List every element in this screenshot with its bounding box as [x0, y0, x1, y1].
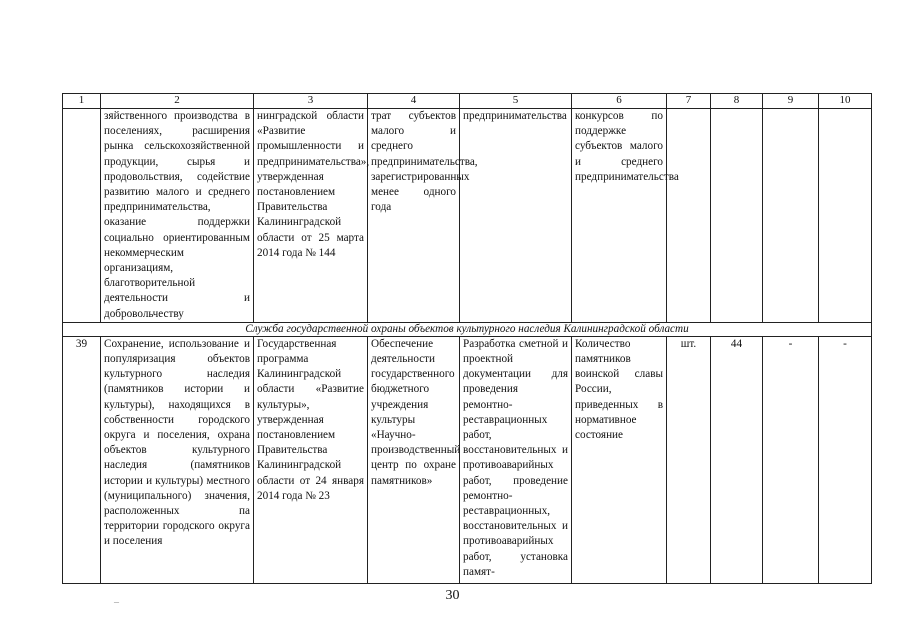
table-cell [667, 109, 711, 323]
value-cell: 44 [711, 336, 763, 583]
column-number-cell: 7 [667, 94, 711, 109]
section-header-row [63, 322, 872, 336]
program-table [62, 93, 872, 584]
authority-description-cell: зяйственного производства в поселениях, расширения рынка сельскохозяйственной продукции, сырья и продовольствия, содействие развитию малого и среднего предпринимательства, оказание поддержки социально ориентированным некоммерческим организациям, благотворительной деятельности и добровольчеству [101, 109, 254, 323]
unit-cell: шт. [667, 336, 711, 583]
table-cell [63, 109, 101, 323]
indicator-cell: Количество памятников воинской славы России, приведенных в нормативное состояние [572, 336, 667, 583]
table-cell [711, 109, 763, 323]
table-row [63, 336, 872, 583]
state-program-cell: Государственная программа Калининградской области «Развитие культуры», утвержденная постановлением Правительства Калининградской области от 24 января 2014 года № 23 [254, 336, 368, 583]
column-number-cell: 3 [254, 94, 368, 109]
column-number-cell: 10 [819, 94, 872, 109]
page-number: 30 [445, 588, 460, 603]
table-row [63, 109, 872, 323]
column-number-cell: 9 [763, 94, 819, 109]
column-number-row [63, 94, 872, 109]
column-number-cell: 1 [63, 94, 101, 109]
activity-cell: Обеспечение деятельности государственного бюджетного учреждения культуры «Научно-производственный центр по охране памятников» [368, 336, 460, 583]
column-number-cell: 2 [101, 94, 254, 109]
value-cell: - [819, 336, 872, 583]
state-program-cell: нинградской области «Развитие промышленности и предпринимательства», утвержденная постановлением Правительства Калининградской области от 25 марта 2014 года № 144 [254, 109, 368, 323]
value-cell: - [763, 336, 819, 583]
section-title: Служба государственной охраны объектов культурного наследия Калининградской области [63, 322, 872, 336]
column-number-cell: 8 [711, 94, 763, 109]
table-cell [819, 109, 872, 323]
column-number-cell: 4 [368, 94, 460, 109]
column-number-cell: 5 [460, 94, 572, 109]
table-cell [763, 109, 819, 323]
footer-mark: – [114, 597, 119, 608]
indicator-cell: конкурсов по поддержке субъектов малого и среднего предпринимательства [572, 109, 667, 323]
authority-description-cell: Сохранение, использование и популяризация объектов культурного наследия (памятников истории и культуры), находящихся в собственности городского округа и поселения, охрана объектов культурного наследия (памятников истории и культуры) местного (муниципального) значения, расположенных па территории городского округа и поселения [101, 336, 254, 583]
column-number-cell: 6 [572, 94, 667, 109]
activity-cell: трат субъектов малого и среднего предпринимательства, зарегистрированных менее одного года [368, 109, 460, 323]
measure-cell: Разработка сметной и проектной документации для проведения ремонтно-реставрационных работ, восстановительных и противоаварийных работ, проведение ремонтно-реставрационных, восстановительных и противоаварийных работ, установка памят- [460, 336, 572, 583]
row-number-cell: 39 [63, 336, 101, 583]
measure-cell: предпринимательства [460, 109, 572, 323]
